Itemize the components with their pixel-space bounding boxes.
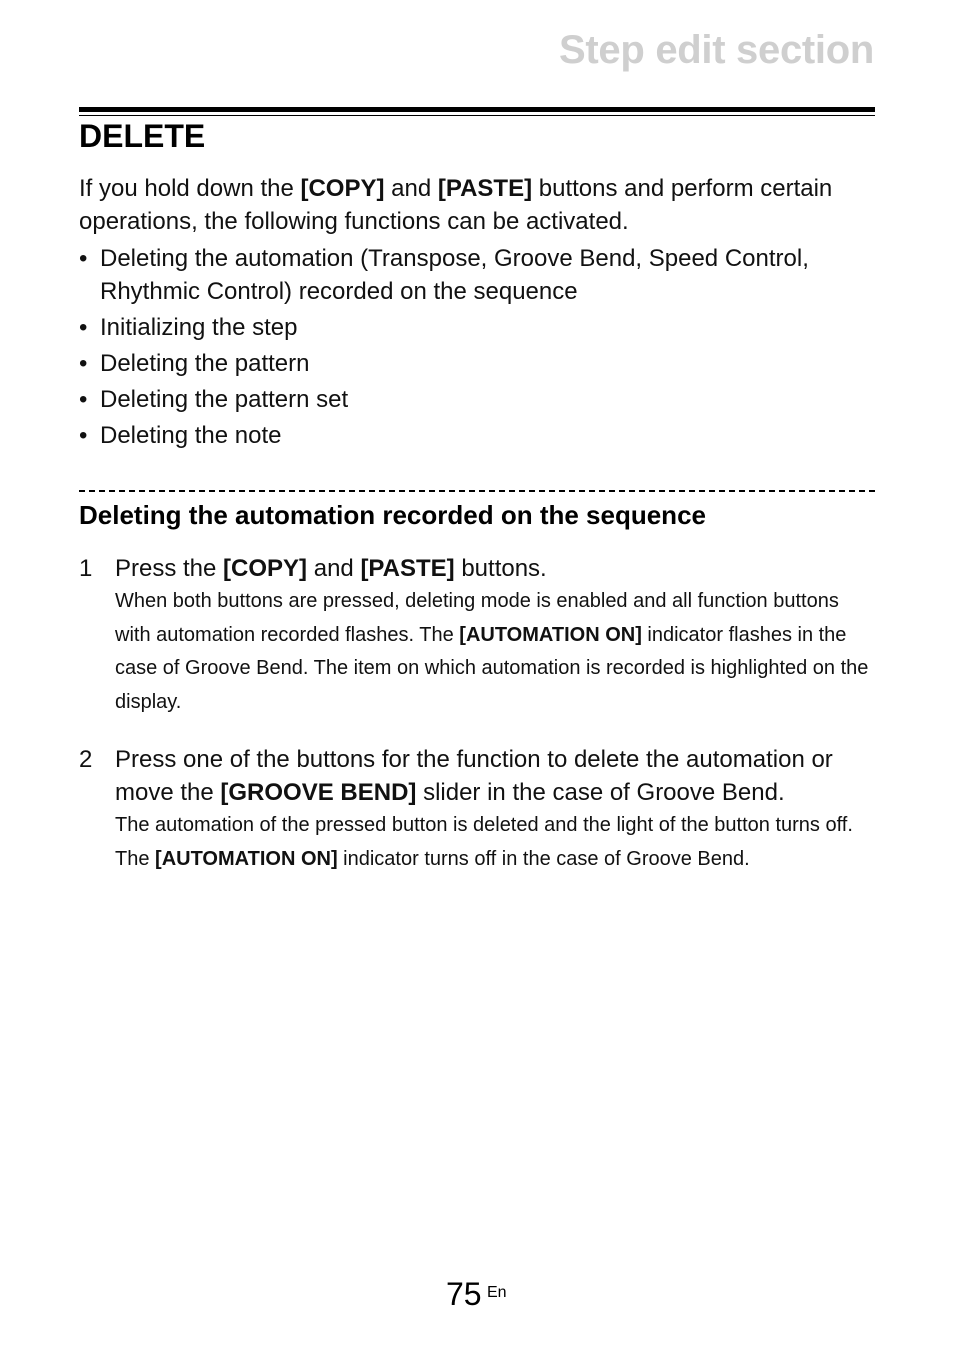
list-item (79, 419, 879, 452)
step-text: buttons. (454, 555, 547, 582)
automation-on-label: [AUTOMATION ON] (155, 847, 338, 870)
detail-text: indicator flashes in the case of Groove Bend. The item on which automation is recorded is highlighted on the display. (115, 623, 869, 713)
section-title: DELETE (79, 118, 206, 154)
page-language: En (487, 1284, 507, 1301)
detail-text: When both buttons are pressed, deleting mode is enabled and all function buttons with automation recorded flashes. The (115, 590, 839, 646)
list-item (79, 311, 879, 344)
bullet-icon: • (79, 422, 88, 449)
bullet-icon: • (79, 350, 88, 377)
list-item-text: Deleting the automation (Transpose, Groove Bend, Speed Control, Rhythmic Control) recorded on the sequence (100, 245, 809, 305)
running-header: Step edit section (559, 28, 874, 72)
list-item-text: Initializing the step (100, 314, 298, 341)
page-number: 75 (446, 1276, 482, 1312)
step-text: slider in the case of Groove Bend. (416, 779, 785, 806)
bullet-icon: • (79, 386, 88, 413)
function-list (79, 242, 879, 455)
copy-button-label: [COPY] (300, 175, 385, 202)
title-rule-thin (79, 115, 875, 116)
groove-bend-label: [GROOVE BEND] (220, 779, 417, 806)
step-instruction (115, 552, 879, 585)
intro-text: If you hold down the (79, 175, 301, 202)
list-item-text: Deleting the pattern set (100, 386, 349, 413)
step-number: 2 (79, 746, 93, 773)
intro-paragraph (79, 172, 879, 238)
section-divider (79, 490, 875, 492)
copy-button-label: [COPY] (223, 555, 308, 582)
subsection-title: Deleting the automation recorded on the sequence (79, 500, 706, 530)
list-item-text: Deleting the pattern (100, 350, 310, 377)
step-2 (79, 743, 879, 876)
step-number: 1 (79, 555, 93, 582)
detail-text: indicator turns off in the case of Groove Bend. (337, 847, 750, 870)
list-item (79, 383, 879, 416)
bullet-icon: • (79, 314, 88, 341)
list-item (79, 347, 879, 380)
intro-text: and (384, 175, 438, 202)
step-detail (115, 809, 879, 876)
step-text: Press one of the buttons for the function to delete the automation or move the (115, 746, 833, 806)
step-detail (115, 585, 879, 719)
list-item (79, 242, 879, 308)
detail-text: The automation of the pressed button is deleted and the light of the button turns off. The (115, 814, 853, 870)
step-text: Press the (115, 555, 224, 582)
step-1 (79, 552, 879, 719)
bullet-icon: • (79, 245, 88, 272)
title-rule-thick (79, 107, 875, 112)
paste-button-label: [PASTE] (437, 175, 533, 202)
automation-on-label: [AUTOMATION ON] (459, 623, 642, 646)
paste-button-label: [PASTE] (360, 555, 455, 582)
step-text: and (307, 555, 361, 582)
step-instruction (115, 743, 879, 809)
intro-text: buttons and perform certain operations, the following functions can be activated. (79, 175, 833, 235)
list-item-text: Deleting the note (100, 422, 282, 449)
